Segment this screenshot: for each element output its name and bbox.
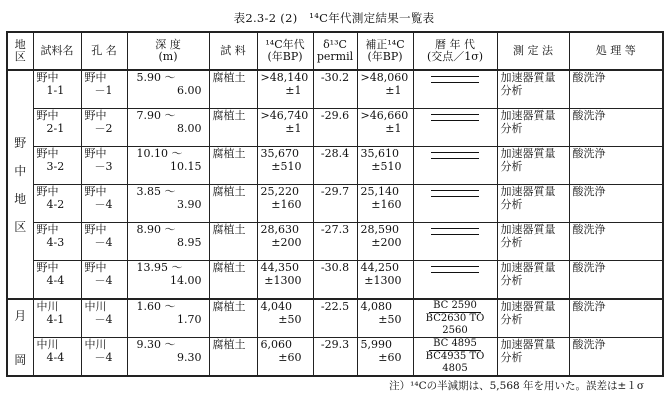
cell-treatment: 酸洗浄 — [569, 185, 663, 223]
cell-sample: 中川 4-4 — [33, 338, 81, 377]
cell-c14-age: >46,740 ±1 — [257, 109, 313, 147]
cell-c14-age: 35,670 ±510 — [257, 147, 313, 185]
cell-d13c: -27.3 — [313, 223, 357, 261]
table-row — [7, 185, 663, 223]
cell-depth: 3.85 ～ 3.90 — [127, 185, 209, 223]
cell-method: 加速器質量 分析 — [497, 185, 569, 223]
table-row — [7, 299, 663, 338]
cell-depth: 8.90 ～ 8.95 — [127, 223, 209, 261]
cell-hole: 野中 －4 — [81, 223, 127, 261]
cell-c14-age: 44,350 ±1300 — [257, 261, 313, 300]
cell-depth: 7.90 ～ 8.00 — [127, 109, 209, 147]
cell-c14-age: 25,220 ±160 — [257, 185, 313, 223]
dash-line — [431, 76, 479, 77]
cell-corrected: 5,990 ±60 — [357, 338, 413, 377]
header-method: 測 定 法 — [497, 32, 569, 70]
cell-hole: 中川 －4 — [81, 338, 127, 377]
table-title: 表2.3-2 (2) ¹⁴C年代測定結果一覧表 — [233, 11, 435, 25]
dash-line — [431, 272, 479, 273]
table-row — [7, 223, 663, 261]
cell-corrected: 25,140 ±160 — [357, 185, 413, 223]
cell-material: 腐植土 — [209, 109, 257, 147]
cell-material: 腐植土 — [209, 70, 257, 109]
cell-d13c: -28.4 — [313, 147, 357, 185]
cell-calendar — [413, 109, 497, 147]
cell-depth: 1.60 ～ 1.70 — [127, 299, 209, 338]
cell-material: 腐植土 — [209, 299, 257, 338]
header-c14-age: ¹⁴C年代 (年BP) — [257, 32, 313, 70]
cell-material: 腐植土 — [209, 147, 257, 185]
cell-method: 加速器質量 分析 — [497, 299, 569, 338]
table-row — [7, 261, 663, 300]
cell-hole: 野中 －1 — [81, 70, 127, 109]
cell-sample: 野中 4-3 — [33, 223, 81, 261]
cell-calendar — [413, 261, 497, 300]
table-row — [7, 70, 663, 109]
dash-line — [431, 234, 479, 235]
cell-sample: 中川 4-1 — [33, 299, 81, 338]
cell-d13c: -22.5 — [313, 299, 357, 338]
cell-sample: 野中 4-4 — [33, 261, 81, 300]
cell-calendar — [413, 70, 497, 109]
header-calendar: 暦 年 代 (交点／1σ) — [413, 32, 497, 70]
cell-treatment: 酸洗浄 — [569, 70, 663, 109]
cell-hole: 野中 －4 — [81, 185, 127, 223]
cell-treatment: 酸洗浄 — [569, 223, 663, 261]
cell-treatment: 酸洗浄 — [569, 338, 663, 377]
cell-material: 腐植土 — [209, 338, 257, 377]
table-row — [7, 109, 663, 147]
cell-depth: 13.95 ～ 14.00 — [127, 261, 209, 300]
cell-calendar: BC 2590 BC2630 TO 2560 — [413, 299, 497, 338]
table-row — [7, 338, 663, 377]
cell-hole: 野中 －3 — [81, 147, 127, 185]
header-treatment: 処 理 等 — [569, 32, 663, 70]
cell-c14-age: >48,140 ±1 — [257, 70, 313, 109]
cell-calendar — [413, 147, 497, 185]
results-table — [6, 31, 664, 377]
area-label-nonaka: 野 中 地 区 — [7, 70, 33, 299]
cell-depth: 10.10 ～ 10.15 — [127, 147, 209, 185]
cell-sample: 野中 4-2 — [33, 185, 81, 223]
dash-line — [431, 120, 479, 121]
cell-d13c: -29.6 — [313, 109, 357, 147]
header-row — [7, 32, 663, 70]
dash-line — [431, 158, 479, 159]
dash-line — [431, 152, 479, 153]
dash-line — [431, 228, 479, 229]
cell-d13c: -29.7 — [313, 185, 357, 223]
cell-method: 加速器質量 分析 — [497, 338, 569, 377]
table-row — [7, 147, 663, 185]
cell-treatment: 酸洗浄 — [569, 147, 663, 185]
header-hole: 孔 名 — [81, 32, 127, 70]
cell-sample: 野中 3-2 — [33, 147, 81, 185]
dash-line — [431, 190, 479, 191]
footnote: 注）¹⁴Cの半減期は、5,568 年を用いた。誤差は±１σ — [389, 380, 644, 392]
header-sample: 試料名 — [33, 32, 81, 70]
cell-method: 加速器質量 分析 — [497, 261, 569, 300]
cell-sample: 野中 1-1 — [33, 70, 81, 109]
cell-calendar: BC 4895 BC4935 TO 4805 — [413, 338, 497, 377]
cell-depth: 9.30 ～ 9.30 — [127, 338, 209, 377]
cell-material: 腐植土 — [209, 261, 257, 300]
cell-d13c: -30.2 — [313, 70, 357, 109]
cell-treatment: 酸洗浄 — [569, 299, 663, 338]
cell-c14-age: 6,060 ±60 — [257, 338, 313, 377]
cell-calendar — [413, 223, 497, 261]
cell-calendar — [413, 185, 497, 223]
cell-hole: 野中 －4 — [81, 261, 127, 300]
dash-line — [431, 196, 479, 197]
cell-corrected: >48,060 ±1 — [357, 70, 413, 109]
area-label-tsukioka: 月 岡 — [7, 299, 33, 376]
cell-material: 腐植土 — [209, 185, 257, 223]
cell-corrected: 44,250 ±1300 — [357, 261, 413, 300]
cell-d13c: -29.3 — [313, 338, 357, 377]
header-corrected: 補正¹⁴C (年BP) — [357, 32, 413, 70]
cell-c14-age: 4,040 ±50 — [257, 299, 313, 338]
cell-corrected: 28,590 ±200 — [357, 223, 413, 261]
cell-method: 加速器質量 分析 — [497, 70, 569, 109]
cell-d13c: -30.8 — [313, 261, 357, 300]
cell-c14-age: 28,630 ±200 — [257, 223, 313, 261]
header-depth: 深 度 (m) — [127, 32, 209, 70]
cell-treatment: 酸洗浄 — [569, 109, 663, 147]
cell-corrected: >46,660 ±1 — [357, 109, 413, 147]
cell-method: 加速器質量 分析 — [497, 147, 569, 185]
dash-line — [431, 114, 479, 115]
cell-treatment: 酸洗浄 — [569, 261, 663, 300]
cell-material: 腐植土 — [209, 223, 257, 261]
dash-line — [431, 266, 479, 267]
cell-method: 加速器質量 分析 — [497, 223, 569, 261]
dash-line — [431, 82, 479, 83]
cell-method: 加速器質量 分析 — [497, 109, 569, 147]
cell-corrected: 4,080 ±50 — [357, 299, 413, 338]
header-area: 地区 — [7, 32, 33, 70]
cell-sample: 野中 2-1 — [33, 109, 81, 147]
header-d13c: δ¹³C permil — [313, 32, 357, 70]
cell-corrected: 35,610 ±510 — [357, 147, 413, 185]
cell-hole: 野中 －2 — [81, 109, 127, 147]
header-material: 試 料 — [209, 32, 257, 70]
cell-depth: 5.90 ～ 6.00 — [127, 70, 209, 109]
cell-hole: 中川 －4 — [81, 299, 127, 338]
